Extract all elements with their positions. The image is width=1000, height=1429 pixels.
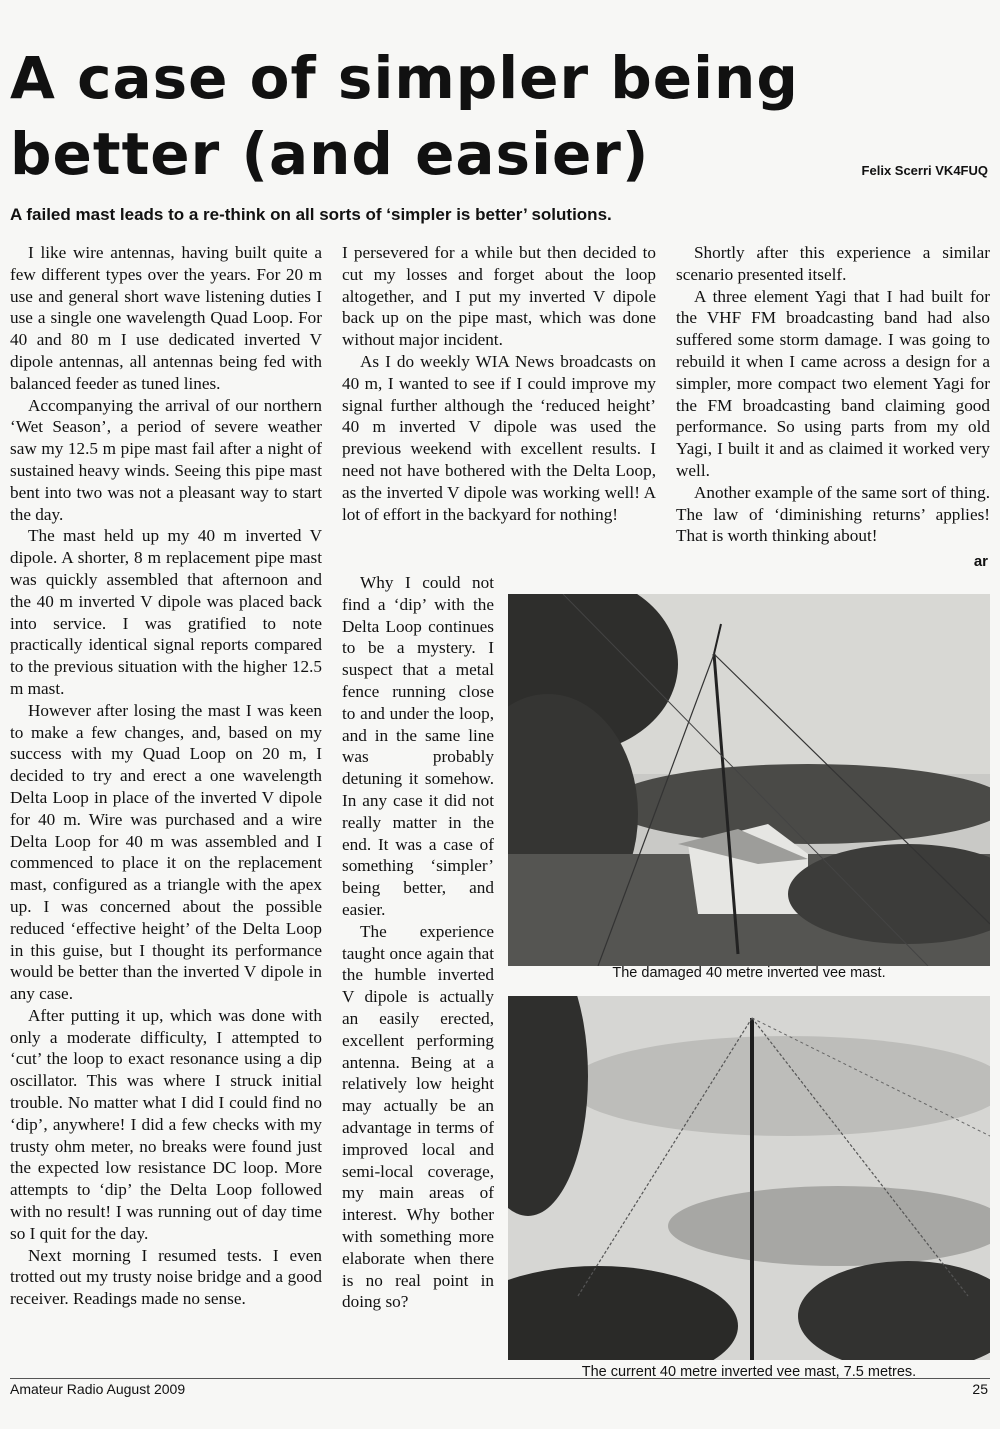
paragraph: After putting it up, which was done with only a moderate difficulty, I attempted to ‘cut’ the loop to exact resonance using a dip oscillator. This was where I struck initial trouble. No matter what I did I could find no ‘dip’, anywhere! I did a few checks with my trusty ohm meter, no breaks were found just the expected low resistance DC loop. More attempts to ‘dip’ the Delta Loop followed with no result! I was running out of day time so I quit for the day. — [10, 1005, 322, 1243]
paragraph: Another example of the same sort of thing. The law of ‘diminishing returns’ applies! That is worth thinking about! — [676, 482, 990, 546]
standfirst: A failed mast leads to a re-think on all sorts of ‘simpler is better’ solutions. — [10, 205, 612, 224]
paragraph: I persevered for a while but then decided to cut my losses and forget about the loop altogether, and I put my inverted V dipole back up on the pipe mast, which was done without major incident. — [342, 243, 656, 350]
article-title: A case of simpler being better (and easier) — [10, 44, 799, 188]
photo-current-mast — [508, 996, 990, 1360]
paragraph: The mast held up my 40 m inverted V dipole. A shorter, 8 m replacement pipe mast was quickly assembled that afternoon and the 40 m inverted V dipole was placed back into service. I was gratified to note practically identical signal reports compared to the previous situation with the higher 12.5 m mast. — [10, 526, 322, 698]
column-2 — [342, 242, 656, 525]
figure-caption: The current 40 metre inverted vee mast, 7.5 metres. — [581, 1364, 917, 1380]
paragraph: Accompanying the arrival of our northern ‘Wet Season’, a period of severe weather saw my 12.5 m pipe mast fail after a night of sustained heavy winds. Seeing this pipe mast bent into two was not a pleasant way to start the day. — [10, 395, 322, 524]
column-1 — [10, 242, 322, 1310]
column-2-narrow — [342, 572, 494, 1313]
paragraph: A three element Yagi that I had built for the VHF FM broadcasting band had also suffered some storm damage. I was going to rebuild it when I came across a design for a simpler, more compact two element Yagi for the FM broadcasting band claiming good performance. So using parts from my old Yagi, I built it and as claimed it worked very well. — [676, 286, 990, 480]
page-number: 25 — [972, 1381, 988, 1397]
paragraph: As I do weekly WIA News broadcasts on 40 m, I wanted to see if I could improve my signal further although the ‘reduced height’ 40 m inverted V dipole was used the previous weekend with excellent results. I need not have bothered with the Delta Loop, as the inverted V dipole was working well! A lot of effort in the backyard for nothing! — [342, 351, 656, 524]
paragraph: I like wire antennas, having built quite a few different types over the years. For 20 m use and general short wave listening duties I use a single one wavelength Quad Loop. For 40 and 80 m I use dedicated inverted V dipole antennas, all antennas being fed with balanced feeder as tuned lines. — [10, 243, 322, 393]
photo-damaged-mast — [508, 594, 990, 966]
figure-caption: The damaged 40 metre inverted vee mast. — [612, 965, 886, 981]
paragraph: The experience taught once again that the humble inverted V dipole is actually an easily erected, excellent performing antenna. Being at a relatively low height may actually be an advantage in terms of improved local and semi-local coverage, my main areas of interest. Why bother with something more elaborate when there is no real point in doing so? — [342, 921, 494, 1312]
footer-rule — [10, 1378, 990, 1379]
end-mark: ar — [973, 553, 988, 570]
column-3 — [676, 242, 990, 547]
paragraph: However after losing the mast I was keen to make a few changes, and, based on my success with my Quad Loop on 20 m, I decided to try and erect a one wavelength Delta Loop in place of the inverted V dipole for 40 m. Wire was purchased and a wire Delta Loop for 40 m was assembled and I commenced to place it on the replacement mast, configured as a triangle with the apex up. I was concerned about the possible reduced ‘effective height’ of the Delta Loop in this guise, but I thought its performance would be better than the inverted V dipole in any case. — [10, 700, 322, 1004]
paragraph: Why I could not find a ‘dip’ with the Delta Loop continues to be a mystery. I suspect that a metal fence running close to and under the loop, and in the same line was probably detuning it somehow. In any case it did not really matter in the end. It was a case of something ‘simpler’ being better, and easier. — [342, 573, 494, 919]
paragraph: Next morning I resumed tests. I even trotted out my trusty noise bridge and a good receiver. Readings made no sense. — [10, 1245, 322, 1309]
footer-publication: Amateur Radio August 2009 — [10, 1381, 186, 1397]
paragraph: Shortly after this experience a similar scenario presented itself. — [676, 243, 990, 284]
author-byline: Felix Scerri VK4FUQ — [861, 163, 988, 178]
